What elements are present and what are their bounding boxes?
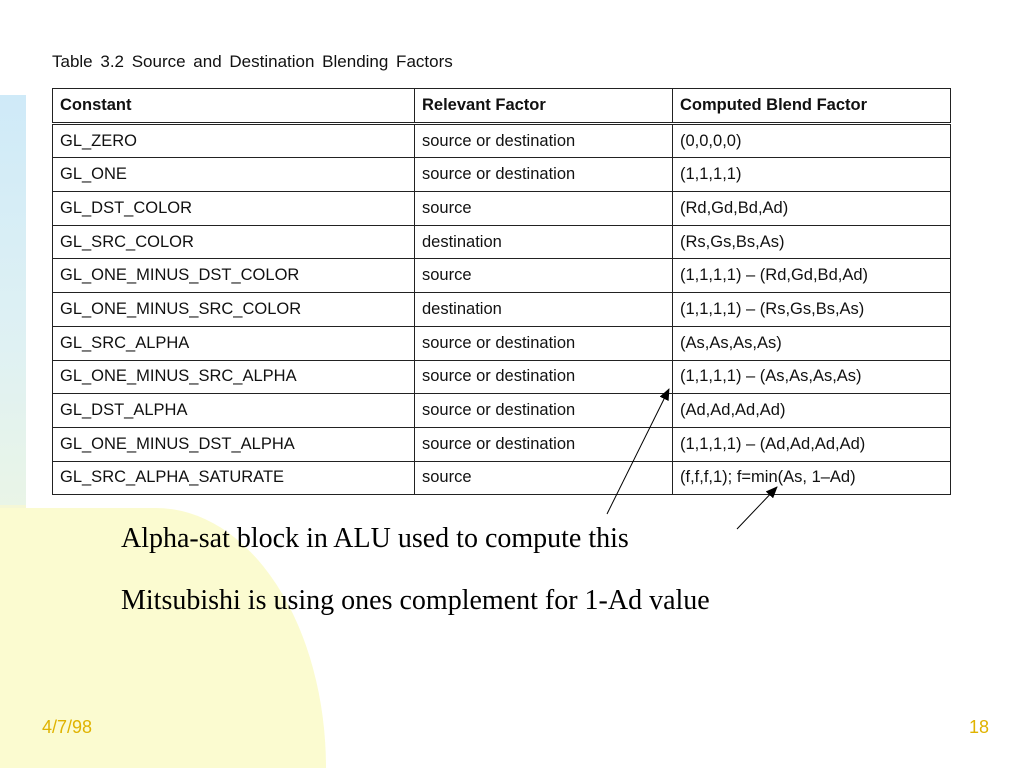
header-computed-blend-factor: Computed Blend Factor	[673, 89, 951, 124]
cell-constant: GL_SRC_COLOR	[53, 225, 415, 259]
cell-relevant-factor: source	[415, 259, 673, 293]
cell-relevant-factor: source or destination	[415, 360, 673, 394]
cell-blend-factor: (1,1,1,1) – (Ad,Ad,Ad,Ad)	[673, 427, 951, 461]
cell-blend-factor: (As,As,As,As)	[673, 326, 951, 360]
cell-relevant-factor: source or destination	[415, 158, 673, 192]
cell-constant: GL_ONE_MINUS_DST_COLOR	[53, 259, 415, 293]
cell-blend-factor: (Rd,Gd,Bd,Ad)	[673, 192, 951, 226]
cell-relevant-factor: source or destination	[415, 123, 673, 158]
cell-relevant-factor: source or destination	[415, 326, 673, 360]
cell-relevant-factor: source	[415, 192, 673, 226]
cell-constant: GL_DST_COLOR	[53, 192, 415, 226]
cell-blend-factor: (f,f,f,1); f=min(As, 1–Ad)	[673, 461, 951, 495]
arrow-to-one-minus-ad	[737, 487, 777, 529]
table-caption: Table 3.2 Source and Destination Blending Factors	[52, 52, 453, 71]
note-alpha-sat: Alpha-sat block in ALU used to compute this	[121, 523, 629, 554]
cell-blend-factor: (Rs,Gs,Bs,As)	[673, 225, 951, 259]
cell-blend-factor: (1,1,1,1) – (Rs,Gs,Bs,As)	[673, 293, 951, 327]
cell-constant: GL_ONE_MINUS_DST_ALPHA	[53, 427, 415, 461]
cell-relevant-factor: source	[415, 461, 673, 495]
cell-relevant-factor: source or destination	[415, 427, 673, 461]
header-relevant-factor: Relevant Factor	[415, 89, 673, 124]
cell-blend-factor: (Ad,Ad,Ad,Ad)	[673, 394, 951, 428]
cell-relevant-factor: destination	[415, 225, 673, 259]
cell-constant: GL_ONE_MINUS_SRC_ALPHA	[53, 360, 415, 394]
cell-blend-factor: (1,1,1,1)	[673, 158, 951, 192]
cell-relevant-factor: source or destination	[415, 394, 673, 428]
cell-blend-factor: (1,1,1,1) – (As,As,As,As)	[673, 360, 951, 394]
header-constant: Constant	[53, 89, 415, 124]
cell-constant: GL_SRC_ALPHA	[53, 326, 415, 360]
footer-page-number: 18	[968, 717, 989, 737]
cell-constant: GL_ZERO	[53, 123, 415, 158]
footer-date: 4/7/98	[42, 717, 93, 737]
arrow-to-alpha-saturate	[607, 389, 669, 514]
cell-relevant-factor: destination	[415, 293, 673, 327]
cell-constant: GL_SRC_ALPHA_SATURATE	[53, 461, 415, 495]
cell-constant: GL_ONE_MINUS_SRC_COLOR	[53, 293, 415, 327]
cell-blend-factor: (1,1,1,1) – (Rd,Gd,Bd,Ad)	[673, 259, 951, 293]
cell-blend-factor: (0,0,0,0)	[673, 123, 951, 158]
cell-constant: GL_ONE	[53, 158, 415, 192]
cell-constant: GL_DST_ALPHA	[53, 394, 415, 428]
note-mitsubishi: Mitsubishi is using ones complement for 1-Ad value	[121, 585, 710, 616]
